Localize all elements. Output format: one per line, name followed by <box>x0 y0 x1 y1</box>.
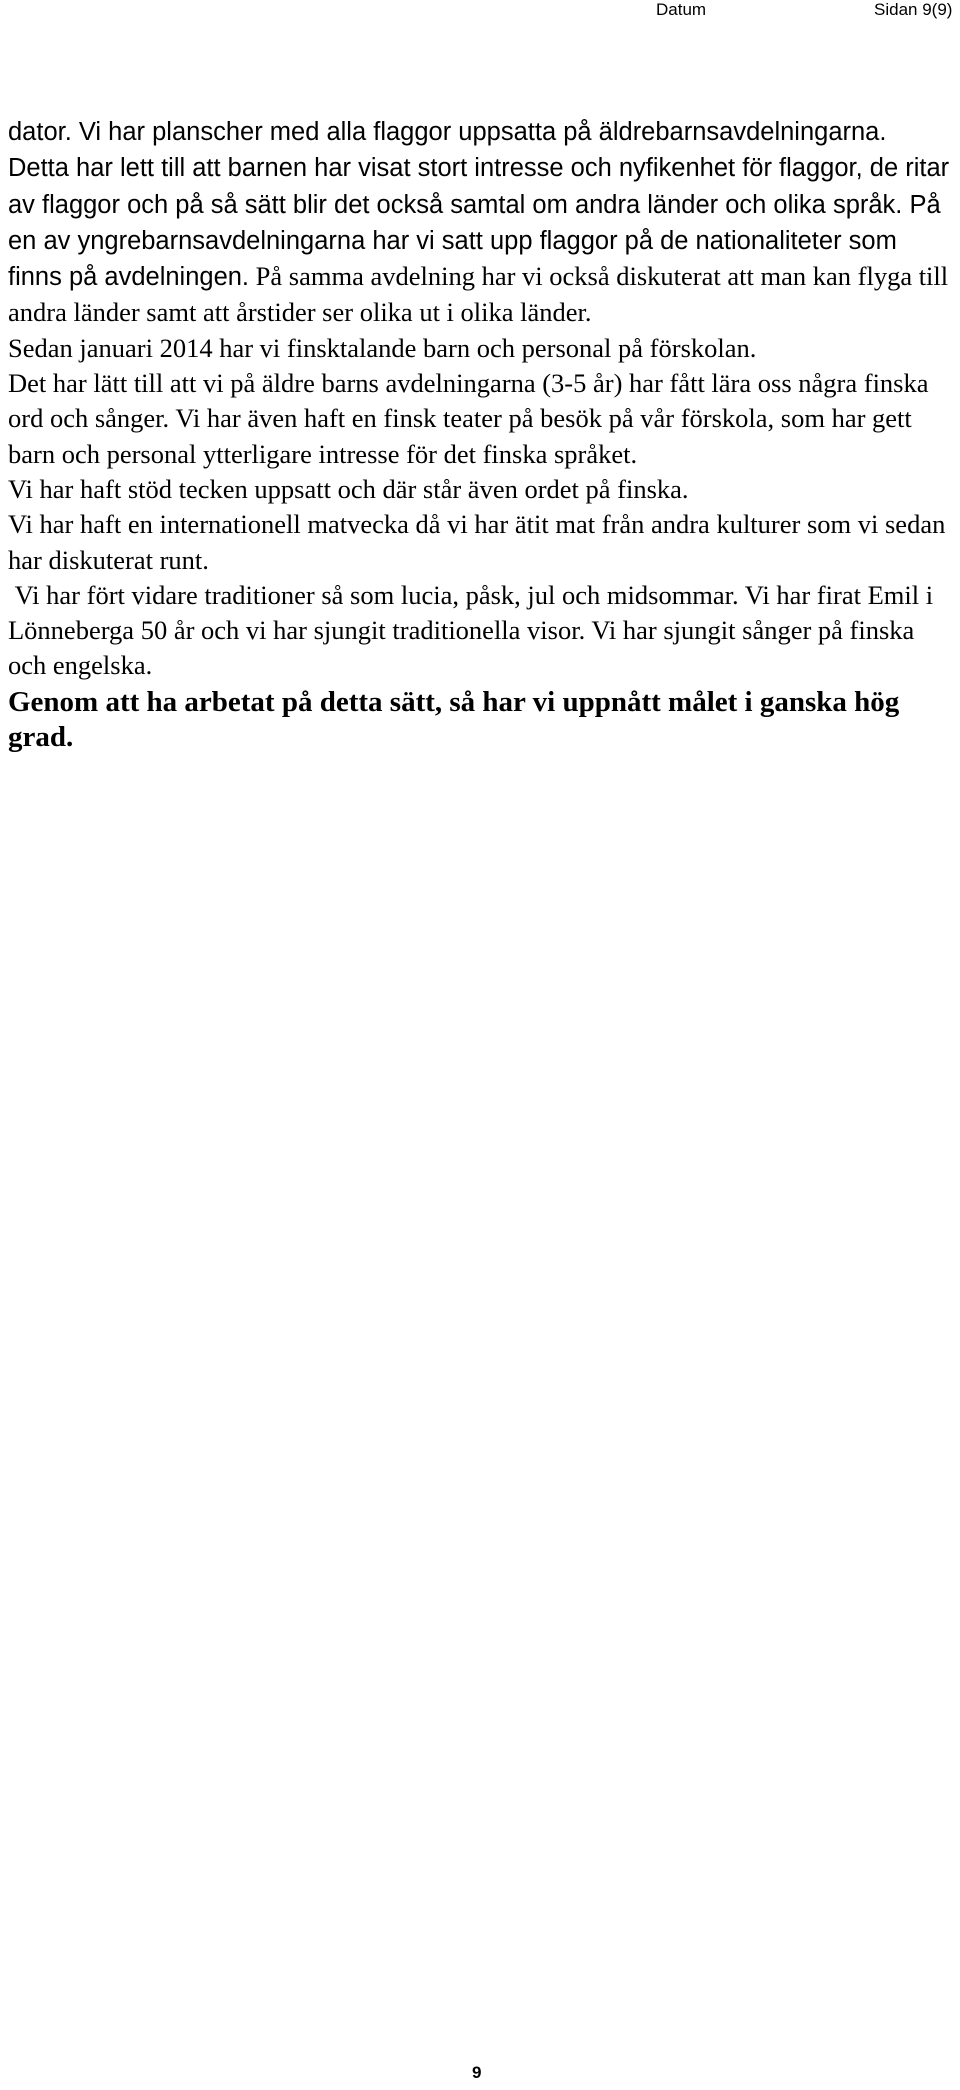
paragraph-food-week: Vi har haft en internationell matvecka då vi har ätit mat från andra kulturer som vi sedan har diskuterat runt. <box>8 509 946 575</box>
paragraph-traditions: Vi har fört vidare traditioner så som lucia, påsk, jul och midsommar. Vi har firat Emil i Lönneberga 50 år och vi har sjungit traditionella visor. Vi har sjungit sånger på finska och engelska. <box>8 579 940 681</box>
page-number: 9 <box>472 2063 482 2082</box>
paragraph-finnish-staff: Sedan januari 2014 har vi finsktalande barn och personal på förskolan. <box>8 332 757 363</box>
paragraph-finnish-learning <box>8 366 953 472</box>
conclusion-text: Genom att ha arbetat på detta sätt, så har vi uppnått målet i ganska hög grad. <box>8 685 900 754</box>
paragraph-flags-text: dator. Vi har planscher med alla flaggor uppsatta på äldrebarnsavdelningarna. Detta har lett till att barnen har visat stort intresse och nyfikenhet för flaggor, de ritar av flaggor och på så sätt blir det också samtal om andra länder och olika språk. <box>8 118 950 219</box>
paragraph-sign-support: Vi har haft stöd tecken uppsatt och där står även ordet på finska. <box>8 473 689 504</box>
paragraph-flags-younger-text: På en av yngrebarnsavdelningarna har vi satt upp flaggor på de nationaliteter som finns på avdelningen. <box>8 190 941 292</box>
paragraph-finnish-theater-text: Vi har även haft en finsk teater på besök på vår förskola, som har gett barn och personal ytterligare intresse för det finska språket. <box>8 403 912 469</box>
paragraph-flags <box>8 114 953 331</box>
document-body <box>8 114 953 755</box>
page-header <box>0 0 960 30</box>
header-date-label: Datum <box>656 0 707 19</box>
header-page-label: Sidan 9(9) <box>874 0 953 19</box>
paragraph-finnish-learning-text: Det har lätt till att vi på äldre barns avdelningarna (3-5 år) har fått lära oss några finska ord och sånger. <box>8 368 929 434</box>
paragraph-flags-travel-text: På samma avdelning har vi också diskuterat att man kan flyga till andra länder samt att årstider ser olika ut i olika länder. <box>8 261 949 328</box>
